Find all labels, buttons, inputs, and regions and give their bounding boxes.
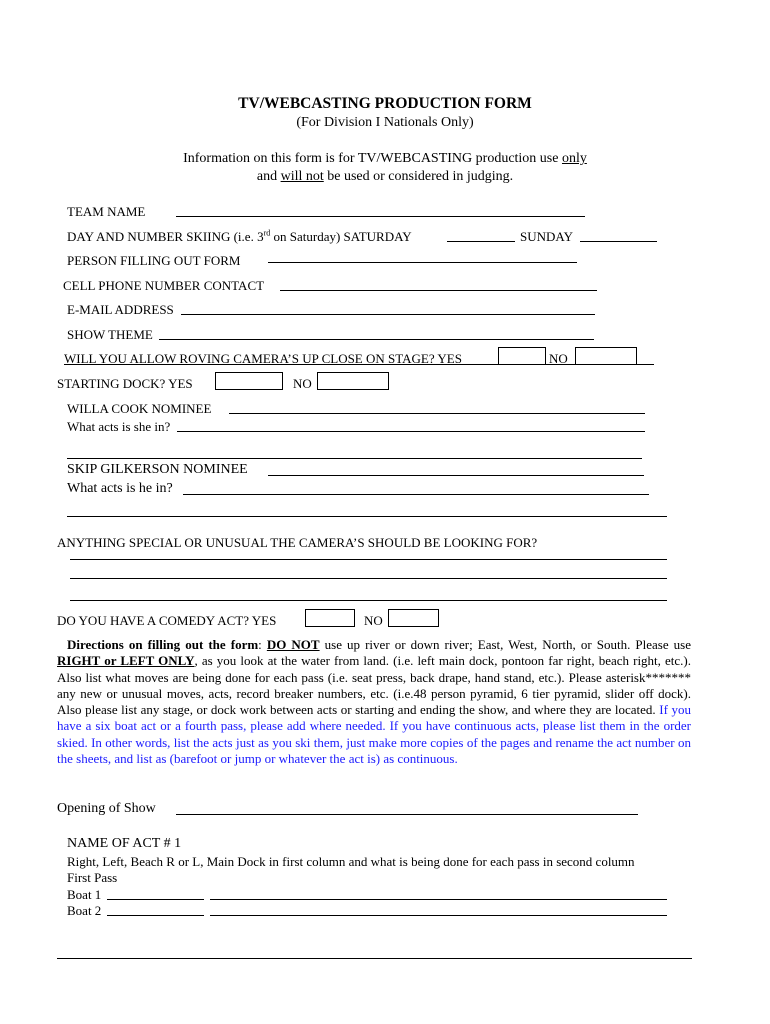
starting-dock-yes-box[interactable]	[215, 372, 283, 390]
boat2-position-field[interactable]	[107, 915, 204, 916]
day-label-sup: rd	[263, 228, 271, 238]
special-field-1[interactable]	[70, 559, 667, 560]
info-line-2-b: be used or considered in judging.	[323, 169, 514, 184]
form-title: TV/WEBCASTING PRODUCTION FORM	[238, 95, 532, 112]
act-instructions: Right, Left, Beach R or L, Main Dock in first column and what is being done for each pass in second column	[67, 854, 635, 869]
boat1-moves-field[interactable]	[210, 899, 667, 900]
willa-acts-field-2[interactable]	[67, 458, 642, 459]
bottom-rule	[57, 958, 692, 959]
info-line-2	[0, 169, 770, 185]
person-field[interactable]	[268, 262, 577, 263]
day-label-a: DAY AND NUMBER SKIING (i.e. 3	[67, 229, 264, 244]
info-line-1	[0, 151, 770, 167]
skip-acts-field-2[interactable]	[67, 516, 667, 517]
comedy-label: DO YOU HAVE A COMEDY ACT? YES	[57, 613, 277, 628]
special-field-2[interactable]	[70, 578, 667, 579]
directions-blue-text: If you have a six boat act or a fourth pass, please add where needed. If you have continuous acts, please list them in the order skied. In other words, list the acts just as you ski them, just make more copies of the pages and rename the act number on the sheets, and list as (barefoot or jump or whatever the act is) as continuous.	[57, 702, 691, 767]
comedy-yes-box[interactable]	[305, 609, 355, 627]
roving-yes-box[interactable]	[498, 347, 546, 365]
info-line-1-text: Information on this form is for TV/WEBCASTING production use	[183, 151, 562, 166]
directions-text-2: , as you look at the water from land. (i.e. left main dock, pontoon far right, beach right, etc.). Also list what moves are being done for each pass (i.e. seat press, back drape, hand stand, etc.). Please asterisk******* any new or unusual moves, acts, record breaker numbers, etc. (i.e.48 person pyramid, 6 tier pyramid, slider off dock). Also please list any stage, or dock work between acts or starting and ending the show, and where they are located.	[57, 653, 691, 718]
form-subtitle: (For Division I Nationals Only)	[296, 115, 474, 130]
info-will-not: will not	[280, 169, 324, 184]
starting-dock-no-label: NO	[293, 376, 312, 391]
first-pass-label: First Pass	[67, 870, 118, 885]
show-theme-label: SHOW THEME	[67, 327, 153, 342]
comedy-no-box[interactable]	[388, 609, 439, 627]
directions-label: Directions on filling out the form	[67, 637, 259, 652]
info-only: only	[561, 151, 587, 166]
cell-phone-label: CELL PHONE NUMBER CONTACT	[63, 278, 265, 293]
opening-label: Opening of Show	[57, 801, 156, 816]
day-label	[67, 229, 412, 245]
willa-nominee-label: WILLA COOK NOMINEE	[67, 401, 212, 416]
special-label: ANYTHING SPECIAL OR UNUSUAL THE CAMERA’S SHOULD BE LOOKING FOR?	[57, 535, 538, 550]
email-label: E-MAIL ADDRESS	[67, 302, 174, 317]
starting-dock-label: STARTING DOCK? YES	[57, 376, 193, 391]
skip-acts-field[interactable]	[183, 494, 649, 495]
boat1-label: Boat 1	[67, 887, 102, 902]
skip-nominee-label: SKIP GILKERSON NOMINEE	[67, 462, 248, 477]
willa-acts-label: What acts is she in?	[67, 419, 171, 434]
special-field-3[interactable]	[70, 600, 667, 601]
show-theme-field[interactable]	[159, 339, 594, 340]
info-line-2-a: and	[256, 169, 281, 184]
roving-no-box[interactable]	[575, 347, 637, 365]
boat1-position-field[interactable]	[107, 899, 204, 900]
cell-phone-field[interactable]	[280, 290, 597, 291]
directions-do-not: DO NOT	[266, 637, 320, 652]
directions-colon: :	[258, 637, 267, 652]
act-name-label: NAME OF ACT # 1	[67, 836, 182, 851]
willa-acts-field[interactable]	[177, 431, 645, 432]
team-name-field[interactable]	[176, 216, 585, 217]
boat2-label: Boat 2	[67, 903, 102, 918]
skip-acts-label: What acts is he in?	[67, 481, 173, 496]
willa-nominee-field[interactable]	[229, 413, 645, 414]
directions-text-1: use up river or down river; East, West, North, or South. Please use	[319, 637, 691, 652]
sunday-label: SUNDAY	[520, 229, 573, 244]
comedy-no-label: NO	[364, 613, 383, 628]
roving-camera-label: WILL YOU ALLOW ROVING CAMERA’S UP CLOSE ON STAGE? YES	[64, 351, 462, 366]
opening-field[interactable]	[176, 814, 638, 815]
roving-no-label: NO	[549, 351, 568, 366]
team-name-label: TEAM NAME	[67, 204, 146, 219]
sunday-field[interactable]	[580, 241, 657, 242]
email-field[interactable]	[181, 314, 595, 315]
directions-right-left: RIGHT or LEFT ONLY	[57, 653, 195, 669]
skip-nominee-field[interactable]	[268, 475, 644, 476]
starting-dock-no-box[interactable]	[317, 372, 389, 390]
person-label: PERSON FILLING OUT FORM	[67, 253, 241, 268]
day-label-b: on Saturday) SATURDAY	[270, 229, 412, 244]
boat2-moves-field[interactable]	[210, 915, 667, 916]
directions-paragraph	[57, 637, 691, 767]
saturday-field[interactable]	[447, 241, 515, 242]
